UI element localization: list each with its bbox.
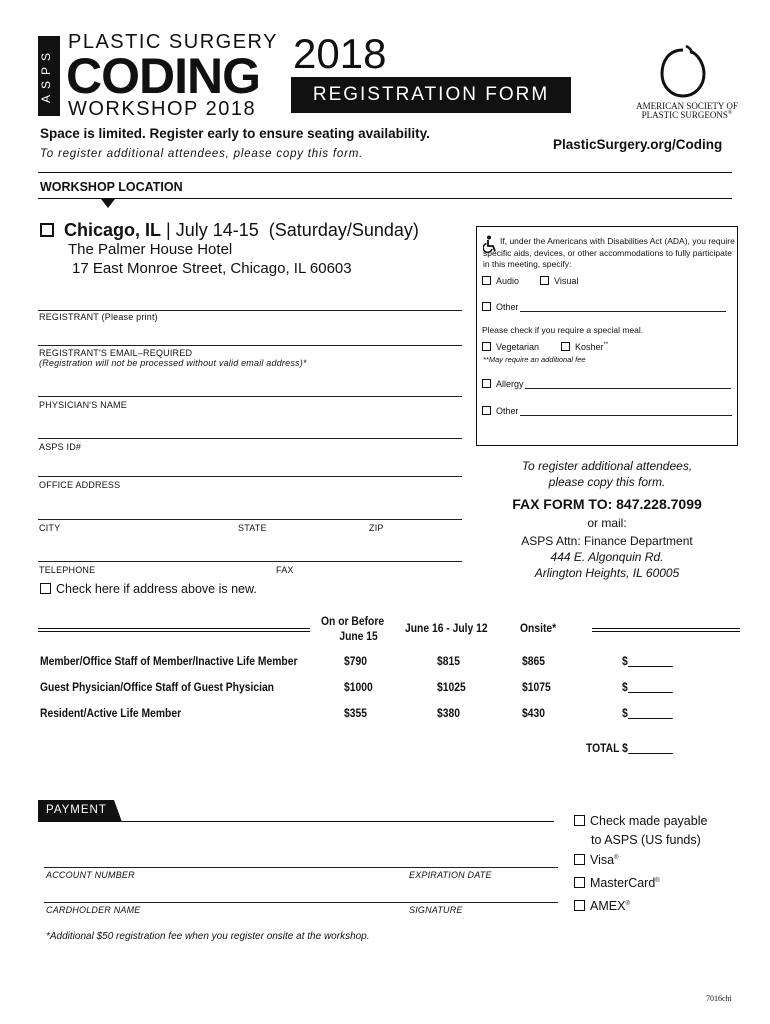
payment-rule <box>122 821 554 822</box>
mail-line3: Arlington Heights, IL 60005 <box>534 566 680 580</box>
amex-checkbox[interactable] <box>574 900 585 911</box>
onsite-fee-note: *Additional $50 registration fee when you register onsite at the workshop. <box>46 931 370 942</box>
copy-note <box>476 458 738 490</box>
meal-prompt: Please check if you require a special meal. <box>482 325 644 335</box>
fee-row-early: $790 <box>344 654 367 668</box>
check-checkbox[interactable] <box>574 815 585 826</box>
ada-visual-option <box>540 276 578 286</box>
fee-col-early-line2: June 15 <box>339 629 378 643</box>
meal-other-checkbox[interactable] <box>482 406 491 415</box>
visa-label: Visa <box>590 853 615 867</box>
fee-col-onsite: Onsite* <box>520 621 557 635</box>
ada-other-checkbox[interactable] <box>482 302 491 311</box>
ada-audio-option <box>482 276 519 286</box>
telephone-line[interactable] <box>38 561 462 562</box>
vegetarian-label: Vegetarian <box>496 342 540 352</box>
fee-row-amount[interactable] <box>622 654 672 668</box>
visa-checkbox[interactable] <box>574 854 585 865</box>
fee-total[interactable] <box>586 741 673 755</box>
chicago-checkbox[interactable] <box>40 223 54 237</box>
signature-label: SIGNATURE <box>409 905 463 915</box>
fee-row-early: $1000 <box>344 680 373 694</box>
fee-row-mid: $1025 <box>437 680 466 694</box>
fee-row-onsite: $430 <box>522 706 545 720</box>
fee-row-early: $355 <box>344 706 367 720</box>
workshop-location-heading: WORKSHOP LOCATION <box>40 180 183 194</box>
physician-line[interactable] <box>38 396 462 397</box>
new-address-label: Check here if address above is new. <box>56 582 257 596</box>
new-address-checkbox[interactable] <box>40 583 51 594</box>
account-number-line[interactable] <box>44 867 558 868</box>
mail-line2: 444 E. Algonquin Rd. <box>550 550 664 564</box>
zip-label: ZIP <box>369 523 384 533</box>
asps-id-label: ASPS ID# <box>39 442 82 452</box>
title-line1: PLASTIC SURGERY <box>68 31 278 53</box>
title-line2: CODING <box>66 48 260 104</box>
mastercard-registered-mark: ® <box>655 877 660 884</box>
ada-other-option <box>482 302 519 312</box>
copy-note-line2: please copy this form. <box>548 475 666 489</box>
fax-number: FAX FORM TO: 847.228.7099 <box>512 496 702 512</box>
fee-row-onsite: $865 <box>522 654 545 668</box>
physician-label: PHYSICIAN'S NAME <box>39 400 127 410</box>
visa-option <box>574 853 619 867</box>
allergy-option <box>482 379 524 389</box>
audio-label: Audio <box>496 276 520 286</box>
ada-other-label: Other <box>496 302 519 312</box>
venue-address: 17 East Monroe Street, Chicago, IL 60603 <box>72 260 352 277</box>
website-link[interactable]: PlasticSurgery.org/Coding <box>553 137 723 152</box>
mastercard-checkbox[interactable] <box>574 877 585 888</box>
fee-row-amount-symbol: $ <box>622 706 628 720</box>
fee-row-amount[interactable] <box>622 680 672 694</box>
check-label-line2: to ASPS (US funds) <box>591 833 701 847</box>
year-heading: 2018 <box>293 30 387 77</box>
copy-note-line1: To register additional attendees, <box>521 459 693 473</box>
amex-registered-mark: ® <box>625 900 630 907</box>
city-line[interactable] <box>38 519 462 520</box>
fee-col-mid: June 16 - July 12 <box>405 621 488 635</box>
notice-bold: Space is limited. Register early to ensure seating availability. <box>40 126 430 141</box>
location-pointer-icon <box>101 199 115 208</box>
kosher-checkbox[interactable] <box>561 342 570 351</box>
allergy-line[interactable] <box>525 388 731 389</box>
amex-label: AMEX <box>590 899 626 913</box>
location-row <box>40 220 419 241</box>
mastercard-option <box>574 876 660 890</box>
allergy-checkbox[interactable] <box>482 379 491 388</box>
form-code: 7016chi <box>706 994 732 1003</box>
email-note: (Registration will not be processed without valid email address)* <box>39 358 307 368</box>
fee-col-early <box>321 614 384 644</box>
telephone-label: TELEPHONE <box>39 565 96 575</box>
fee-row-label: Member/Office Staff of Member/Inactive Life Member <box>40 654 298 668</box>
location-dates: July 14-15 (Saturday/Sunday) <box>175 220 419 240</box>
fee-row-amount-symbol: $ <box>622 680 628 694</box>
vegetarian-checkbox[interactable] <box>482 342 491 351</box>
account-number-label: ACCOUNT NUMBER <box>46 870 135 880</box>
notice-italic: To register additional attendees, please copy this form. <box>40 148 364 160</box>
location-separator: | <box>166 220 171 240</box>
audio-checkbox[interactable] <box>482 276 491 285</box>
org-name-line2-text: PLASTIC SURGEONS <box>641 110 728 120</box>
fee-row-mid: $815 <box>437 654 460 668</box>
fax-label: FAX <box>276 565 294 575</box>
visual-checkbox[interactable] <box>540 276 549 285</box>
meal-other-label: Other <box>496 406 519 416</box>
visa-registered-mark: ® <box>614 854 619 861</box>
fee-row-label: Resident/Active Life Member <box>40 706 182 720</box>
asps-id-line[interactable] <box>38 438 462 439</box>
or-mail: or mail: <box>587 516 627 530</box>
fee-row-amount-symbol: $ <box>622 654 628 668</box>
title-line3: WORKSHOP 2018 <box>68 98 257 120</box>
cardholder-line[interactable] <box>44 902 558 903</box>
asps-logo-mark-icon <box>656 44 710 100</box>
meal-other-line[interactable] <box>520 415 732 416</box>
office-address-label: OFFICE ADDRESS <box>39 480 121 490</box>
fee-row-mid: $380 <box>437 706 460 720</box>
fee-col-early-line1: On or Before <box>321 614 385 628</box>
kosher-option <box>561 342 608 352</box>
new-address-row <box>40 582 257 596</box>
kosher-label: Kosher <box>575 342 604 352</box>
cardholder-label: CARDHOLDER NAME <box>46 905 141 915</box>
location-city: Chicago, IL <box>64 220 162 240</box>
office-address-line[interactable] <box>38 476 462 477</box>
asps-side-tag-text: ASPS <box>39 47 53 104</box>
state-label: STATE <box>238 523 267 533</box>
fees-rule-right <box>592 628 740 632</box>
registrant-line[interactable] <box>38 310 462 311</box>
fee-row-onsite: $1075 <box>522 680 551 694</box>
meal-fee-note: **May require an additional fee <box>483 355 586 364</box>
email-label: REGISTRANT'S EMAIL–REQUIRED <box>39 348 193 358</box>
org-name-line2 <box>632 110 742 120</box>
venue-name: The Palmer House Hotel <box>68 241 233 258</box>
visual-label: Visual <box>554 276 579 286</box>
org-name-line1: AMERICAN SOCIETY OF <box>636 101 738 111</box>
expiration-label: EXPIRATION DATE <box>409 870 492 880</box>
meal-other-option <box>482 406 519 416</box>
ada-text: If, under the Americans with Disabilities Act (ADA), you require specific aids, devices, or other accommodations to fully participate in this meeting, specify: <box>483 236 735 269</box>
email-line[interactable] <box>38 345 462 346</box>
check-option <box>574 812 707 850</box>
check-label-line1: Check made payable <box>590 814 708 828</box>
allergy-label: Allergy <box>496 379 524 389</box>
org-registered-mark: ® <box>727 110 733 116</box>
fee-row-amount[interactable] <box>622 706 672 720</box>
vegetarian-option <box>482 342 539 352</box>
fee-total-label: TOTAL $ <box>586 741 628 755</box>
amex-option <box>574 899 630 913</box>
mastercard-label: MasterCard <box>590 876 656 890</box>
asps-logo <box>656 44 710 100</box>
city-label: CITY <box>39 523 61 533</box>
registration-form-banner <box>291 77 571 113</box>
ada-other-line[interactable] <box>520 311 726 312</box>
location-divider <box>38 198 732 199</box>
header-divider <box>38 172 732 173</box>
registrant-label: REGISTRANT (Please print) <box>39 312 158 322</box>
payment-heading: PAYMENT <box>46 804 107 816</box>
fee-row-label: Guest Physician/Office Staff of Guest Physician <box>40 680 274 694</box>
kosher-fee-mark: ** <box>603 342 609 348</box>
registration-form-banner-text: REGISTRATION FORM <box>312 84 550 105</box>
fees-rule-left <box>38 628 310 632</box>
mail-line1: ASPS Attn: Finance Department <box>521 534 693 548</box>
